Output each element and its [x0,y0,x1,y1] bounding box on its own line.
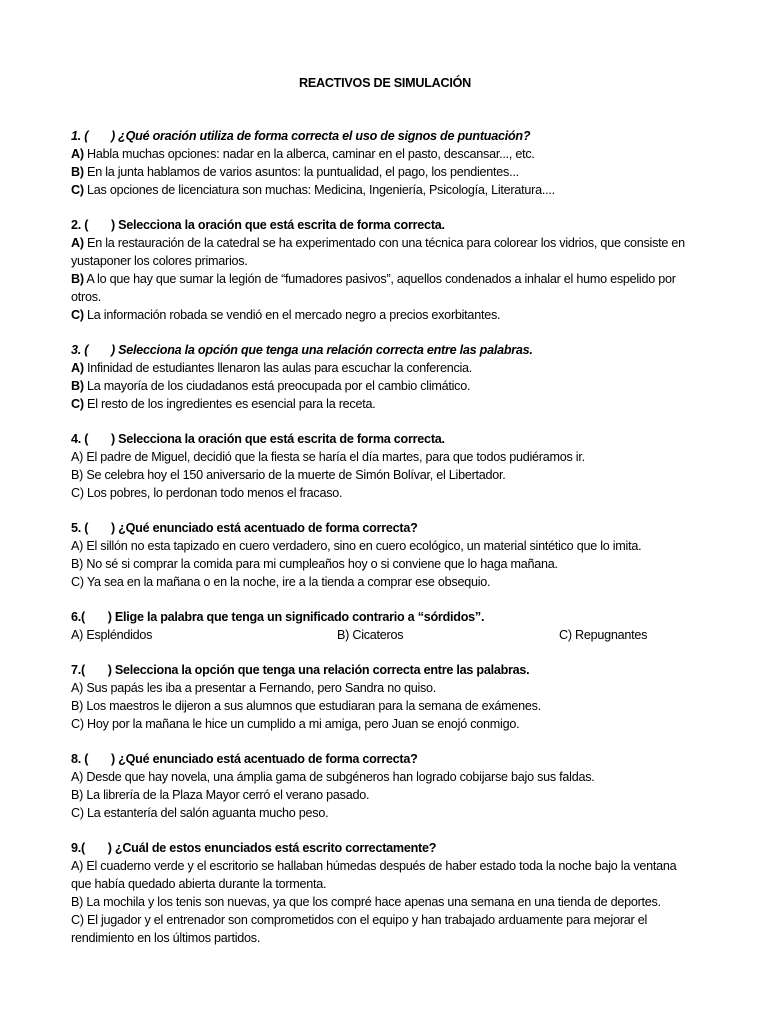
option-text: A lo que hay que sumar la legión de “fumadores pasivos”, aquellos condenados a inhalar el humo espelido por otros. [71,272,676,304]
option-text: Se celebra hoy el 150 aniversario de la muerte de Simón Bolívar, el Libertador. [83,468,506,482]
option-text: La información robada se vendió en el mercado negro a precios exorbitantes. [83,308,501,322]
question-5 [71,519,699,591]
question-7-prompt: 7.( ) Selecciona la opción que tenga una relación correcta entre las palabras. [71,663,530,677]
option-letter: C) [71,397,84,411]
document-body [71,71,699,964]
question-9-option-b [71,893,699,911]
question-7-option-c [71,715,699,733]
option-text: El jugador y el entrenador son comprometidos con el equipo y han trabajado arduamente para mejorar el rendimiento en los últimos partidos. [71,913,648,945]
question-2-option-c [71,306,699,324]
question-2-option-b [71,270,699,306]
option-text: El cuaderno verde y el escritorio se hallaban húmedas después de haber estado toda la noche bajo la ventana que había quedado abierta durante la tormenta. [71,859,677,891]
option-letter: C) [71,913,84,927]
option-text: La mayoría de los ciudadanos está preocupada por el cambio climático. [83,379,471,393]
question-9 [71,839,699,947]
option-letter: B) [71,272,84,286]
option-text: En la junta hablamos de varios asuntos: la puntualidad, el pago, los pendientes... [83,165,519,179]
option-text: Hoy por la mañana le hice un cumplido a mi amiga, pero Juan se enojó conmigo. [83,717,520,731]
option-letter: A) [71,236,84,250]
option-text: Los maestros le dijeron a sus alumnos que estudiaran para la semana de exámenes. [83,699,541,713]
option-letter: A) [71,628,84,642]
option-text: El padre de Miguel, decidió que la fiesta se haría el día martes, para que todos pudiéramos ir. [83,450,585,464]
option-text: Las opciones de licenciatura son muchas: Medicina, Ingeniería, Psicología, Literatura.... [83,183,555,197]
option-text: En la restauración de la catedral se ha experimentado con una técnica para colorear los vidrios, que consiste en yustaponer los colores primarios. [71,236,685,268]
option-letter: B) [71,165,84,179]
option-letter: C) [71,575,84,589]
question-8-prompt: 8. ( ) ¿Qué enunciado está acentuado de forma correcta? [71,752,418,766]
question-8 [71,750,699,822]
question-3 [71,341,699,413]
question-2-option-a [71,234,699,270]
option-text: La mochila y los tenis son nuevas, ya que los compré hace apenas una semana en una tienda de deportes. [83,895,661,909]
question-9-option-a [71,857,699,893]
question-4-prompt: 4. ( ) Selecciona la oración que está escrita de forma correcta. [71,432,445,446]
option-letter: B) [71,788,84,802]
option-letter: C) [71,806,84,820]
question-3-prompt: 3. ( ) Selecciona la opción que tenga una relación correcta entre las palabras. [71,343,533,357]
question-2 [71,216,699,324]
question-1-option-b [71,163,699,181]
option-letter: B) [71,468,84,482]
option-text: Infinidad de estudiantes llenaron las aulas para escuchar la conferencia. [83,361,473,375]
question-7-option-b [71,697,699,715]
option-text: El sillón no esta tapizado en cuero verdadero, sino en cuero ecológico, un material sintético que lo imita. [83,539,642,553]
question-6-options [71,626,699,644]
option-text: La estantería del salón aguanta mucho peso. [83,806,329,820]
question-1 [71,127,699,199]
option-letter: B) [71,699,84,713]
option-text: Cicateros [349,628,404,642]
option-letter: C) [559,628,572,642]
question-5-option-c [71,573,699,591]
option-letter: C) [71,183,84,197]
option-letter: B) [337,628,350,642]
option-letter: A) [71,361,84,375]
question-8-option-a [71,768,699,786]
option-text: Repugnantes [571,628,648,642]
option-text: Ya sea en la mañana o en la noche, ire a la tienda a comprar ese obsequio. [83,575,491,589]
question-9-option-c [71,911,699,947]
question-1-option-a [71,145,699,163]
question-6-option-b [337,626,559,644]
option-letter: A) [71,681,84,695]
question-9-prompt: 9.( ) ¿Cuál de estos enunciados está escrito correctamente? [71,841,437,855]
question-2-prompt: 2. ( ) Selecciona la oración que está escrita de forma correcta. [71,218,445,232]
question-6-option-a [71,626,337,644]
question-3-option-b [71,377,699,395]
question-4 [71,430,699,502]
option-letter: C) [71,308,84,322]
option-letter: A) [71,147,84,161]
question-8-option-c [71,804,699,822]
option-letter: A) [71,770,84,784]
option-text: Sus papás les iba a presentar a Fernando, pero Sandra no quiso. [83,681,437,695]
option-text: Habla muchas opciones: nadar en la alberca, caminar en el pasto, descansar..., etc. [83,147,535,161]
option-letter: A) [71,859,84,873]
question-5-prompt: 5. ( ) ¿Qué enunciado está acentuado de forma correcta? [71,521,418,535]
option-text: Desde que hay novela, una ámplia gama de subgéneros han logrado cobijarse bajo sus faldas. [83,770,595,784]
question-5-option-a [71,537,699,555]
option-text: Espléndidos [83,628,153,642]
option-text: El resto de los ingredientes es esencial para la receta. [83,397,376,411]
question-4-option-a [71,448,699,466]
question-6 [71,608,699,644]
page-title: REACTIVOS DE SIMULACIÓN [299,76,471,90]
option-letter: B) [71,379,84,393]
question-3-option-a [71,359,699,377]
question-1-prompt: 1. ( ) ¿Qué oración utiliza de forma correcta el uso de signos de puntuación? [71,129,531,143]
question-7 [71,661,699,733]
question-4-option-b [71,466,699,484]
option-letter: B) [71,895,84,909]
option-text: Los pobres, lo perdonan todo menos el fracaso. [83,486,343,500]
option-text: No sé si comprar la comida para mi cumpleaños hoy o si conviene que lo haga mañana. [83,557,558,571]
question-3-option-c [71,395,699,413]
question-1-option-c [71,181,699,199]
question-6-prompt: 6.( ) Elige la palabra que tenga un significado contrario a “sórdidos”. [71,610,485,624]
question-4-option-c [71,484,699,502]
question-5-option-b [71,555,699,573]
question-8-option-b [71,786,699,804]
option-text: La librería de la Plaza Mayor cerró el verano pasado. [83,788,370,802]
question-6-option-c [559,626,699,644]
option-letter: C) [71,486,84,500]
option-letter: A) [71,539,84,553]
option-letter: A) [71,450,84,464]
option-letter: B) [71,557,84,571]
question-7-option-a [71,679,699,697]
option-letter: C) [71,717,84,731]
